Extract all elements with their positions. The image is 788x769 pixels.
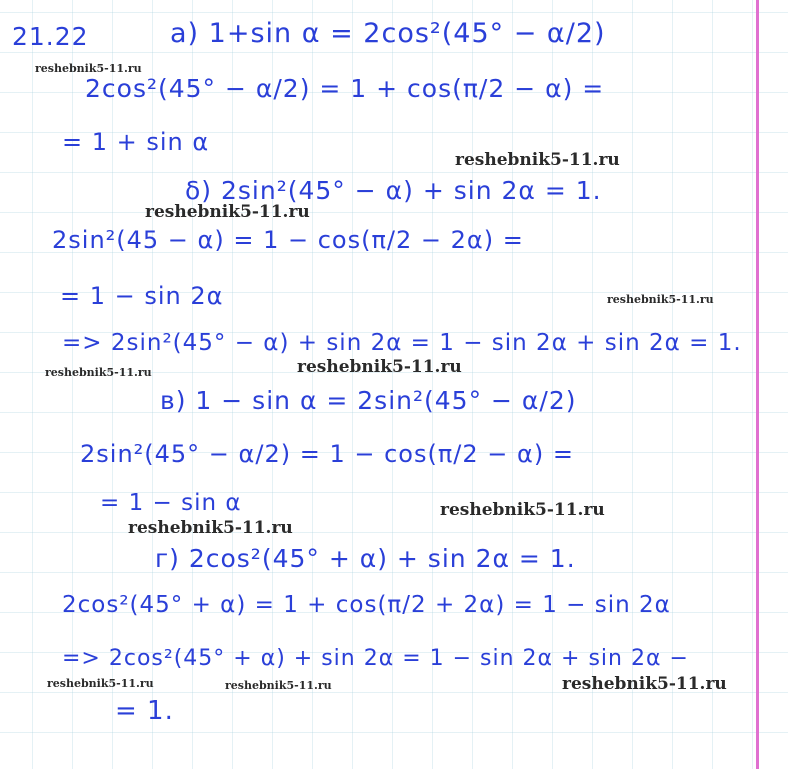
margin-line xyxy=(756,0,759,769)
watermark: reshebnik5-11.ru xyxy=(225,679,332,692)
watermark: reshebnik5-11.ru xyxy=(440,500,605,520)
part-d-step2: => 2cos²(45° + α) + sin 2α = 1 − sin 2α + sin 2α − xyxy=(62,646,689,671)
part-d-step1: 2cos²(45° + α) = 1 + cos(π/2 + 2α) = 1 − sin 2α xyxy=(62,592,671,618)
part-a-statement: a) 1+sin α = 2cos²(45° − α/2) xyxy=(170,18,606,49)
part-b-statement: δ) 2sin²(45° − α) + sin 2α = 1. xyxy=(185,176,602,205)
watermark: reshebnik5-11.ru xyxy=(455,150,620,170)
watermark: reshebnik5-11.ru xyxy=(47,677,154,690)
watermark: reshebnik5-11.ru xyxy=(562,674,727,694)
part-c-statement: в) 1 − sin α = 2sin²(45° − α/2) xyxy=(160,386,577,415)
part-d-step3: = 1. xyxy=(115,696,174,726)
watermark: reshebnik5-11.ru xyxy=(128,518,293,538)
watermark: reshebnik5-11.ru xyxy=(607,293,714,306)
part-c-step1: 2sin²(45° − α/2) = 1 − cos(π/2 − α) = xyxy=(80,440,574,468)
part-c-step2: = 1 − sin α xyxy=(100,490,242,516)
watermark: reshebnik5-11.ru xyxy=(145,202,310,222)
part-a-step2: = 1 + sin α xyxy=(62,128,210,156)
part-b-step1: 2sin²(45 − α) = 1 − cos(π/2 − 2α) = xyxy=(52,226,524,254)
problem-number: 21.22 xyxy=(12,22,89,51)
part-a-step1: 2cos²(45° − α/2) = 1 + cos(π/2 − α) = xyxy=(85,74,605,103)
part-b-step2: = 1 − sin 2α xyxy=(60,282,224,310)
part-b-step3: => 2sin²(45° − α) + sin 2α = 1 − sin 2α + sin 2α = 1. xyxy=(62,330,742,356)
watermark: reshebnik5-11.ru xyxy=(297,357,462,377)
watermark: reshebnik5-11.ru xyxy=(35,62,142,75)
part-d-statement: г) 2cos²(45° + α) + sin 2α = 1. xyxy=(155,544,576,573)
watermark: reshebnik5-11.ru xyxy=(45,366,152,379)
